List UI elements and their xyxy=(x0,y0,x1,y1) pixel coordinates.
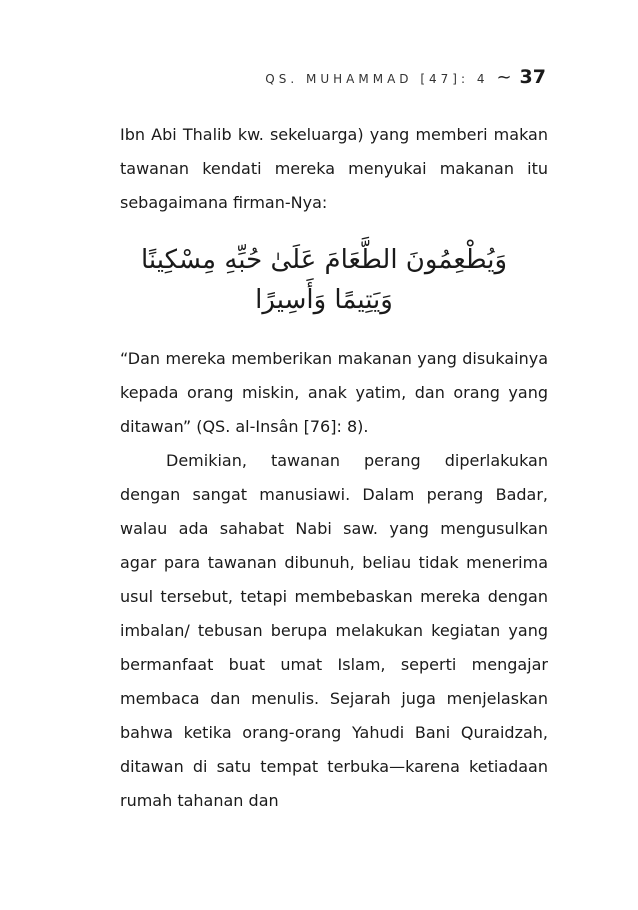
arabic-verse: وَيُطْعِمُونَ الطَّعَامَ عَلَىٰ حُبِّهِ مِسْكِينًا وَيَتِيمًا وَأَسِيرًا xyxy=(140,245,508,315)
page-body xyxy=(120,118,548,818)
header-separator: ~ xyxy=(496,67,512,88)
paragraph-intro: Ibn Abi Thalib kw. sekeluarga) yang memberi makan tawanan kendati mereka menyukai makanan itu sebagaimana firman-Nya: xyxy=(120,125,548,212)
paragraph-main: Demikian, tawanan perang diperlakukan dengan sangat manusiawi. Dalam perang Badar, walau ada sahabat Nabi saw. yang mengusulkan agar para tawanan dibunuh, beliau tidak menerima usul tersebut, tetapi membebaskan mereka dengan imbalan/ tebusan berupa melakukan kegiatan yang bermanfaat buat umat Islam, seperti mengajar membaca dan menulis. Sejarah juga menjelaskan bahwa ketika orang-orang Yahudi Bani Quraidzah, ditawan di satu tempat terbuka—karena ketiadaan rumah tahanan dan xyxy=(120,451,548,810)
verse-translation: “Dan mereka memberikan makanan yang disukainya kepada orang miskin, anak yatim, dan orang yang ditawan” (QS. al-Insân [76]: 8). xyxy=(120,349,548,436)
running-head: QS. MUHAMMAD [47]: 4 xyxy=(265,72,489,86)
page-number: 37 xyxy=(519,66,546,88)
page-header xyxy=(265,66,546,88)
